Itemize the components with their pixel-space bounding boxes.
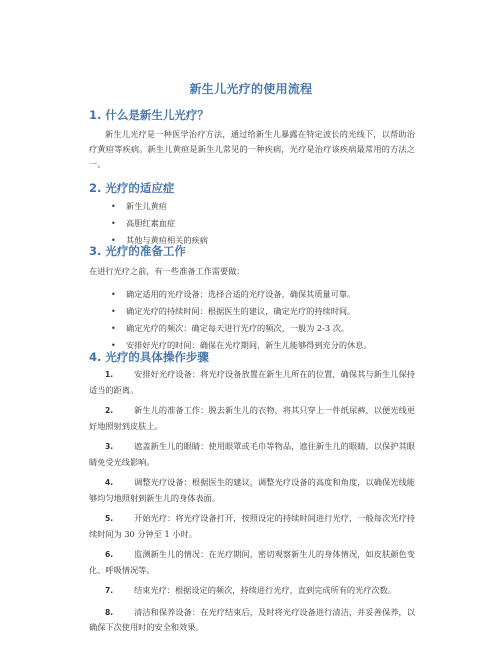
section-2-heading: 2. 光疗的适应症 bbox=[89, 181, 175, 195]
step-number: 7. bbox=[105, 586, 114, 595]
step-item bbox=[89, 547, 415, 577]
step-text: 清洁和保养设备：在光疗结束后，及时将光疗设备进行清洁，并妥善保养，以确保下次使用时的安全和效果。 bbox=[89, 606, 415, 632]
step-number: 6. bbox=[105, 550, 114, 559]
step-item bbox=[89, 475, 415, 505]
step-number: 8. bbox=[105, 607, 114, 617]
document-title: 新生儿光疗的使用流程 bbox=[189, 82, 313, 96]
list-item: • 确定适用的光疗设备：选择合适的光疗设备，确保其质量可靠。 bbox=[111, 286, 372, 303]
step-text: 调整光疗设备：根据医生的建议，调整光疗设备的高度和角度，以确保光线能够均匀地照射到新生儿的身体表面。 bbox=[89, 477, 415, 503]
step-text: 遮盖新生儿的眼睛：使用眼罩或毛巾等物品，遮住新生儿的眼睛，以保护其眼睛免受光线影响。 bbox=[89, 441, 415, 467]
section-4-heading: 4. 光疗的具体操作步骤 bbox=[89, 350, 209, 364]
section-1-heading: 1. 什么是新生儿光疗？ bbox=[89, 108, 209, 122]
step-text: 监测新生儿的情况：在光疗期间，密切观察新生儿的身体情况，如皮肤颜色变化、呼吸情况等。 bbox=[89, 549, 415, 575]
step-text: 结束光疗：根据设定的频次，持续进行光疗，直到完成所有的光疗次数。 bbox=[134, 585, 397, 595]
list-item: • 其他与黄疸相关的疾病 bbox=[111, 232, 208, 249]
list-item: • 高胆红素血症 bbox=[111, 215, 208, 232]
step-number: 1. bbox=[105, 370, 114, 379]
section-1-paragraph: 新生儿光疗是一种医学治疗方法，通过给新生儿暴露在特定波长的光线下，以帮助治疗黄疸等疾病。新生儿黄疸是新生儿常见的一种疾病，光疗是治疗该疾病最常用的方法之一。 bbox=[89, 129, 415, 169]
step-item bbox=[89, 367, 415, 397]
step-item bbox=[89, 403, 415, 433]
step-number: 5. bbox=[105, 514, 114, 523]
step-text: 安排好光疗设备：将光疗设备放置在新生儿所在的位置，确保其与新生儿保持适当的距离。 bbox=[89, 369, 415, 395]
section-3-intro: 在进行光疗之前，有一些准备工作需要做： bbox=[89, 266, 245, 276]
step-item bbox=[89, 605, 415, 635]
step-item bbox=[89, 583, 415, 599]
step-item bbox=[89, 511, 415, 541]
preparation-list bbox=[111, 286, 372, 354]
step-text: 新生儿的准备工作：脱去新生儿的衣物，将其只穿上一件纸尿裤，以便光线更好地照射到皮肤上。 bbox=[89, 405, 415, 431]
steps-list bbox=[89, 367, 415, 641]
step-number: 4. bbox=[105, 478, 114, 487]
indication-list bbox=[111, 198, 208, 249]
step-item bbox=[89, 439, 415, 469]
step-number: 3. bbox=[105, 442, 114, 451]
step-text: 开始光疗：将光疗设备打开，按照设定的持续时间进行光疗，一般每次光疗持续时间为 30 分钟至 1 小时。 bbox=[89, 513, 415, 539]
list-item: • 安排好光疗的时间：确保在光疗期间，新生儿能够得到充分的休息。 bbox=[111, 337, 372, 354]
section-3-heading: 3. 光疗的准备工作 bbox=[89, 244, 186, 258]
list-item: • 确定光疗的持续时间：根据医生的建议，确定光疗的持续时间。 bbox=[111, 303, 372, 320]
list-item: • 确定光疗的频次：确定每天进行光疗的频次，一般为 2-3 次。 bbox=[111, 320, 372, 337]
step-number: 2. bbox=[105, 406, 114, 415]
list-item: • 新生儿黄疸 bbox=[111, 198, 208, 215]
